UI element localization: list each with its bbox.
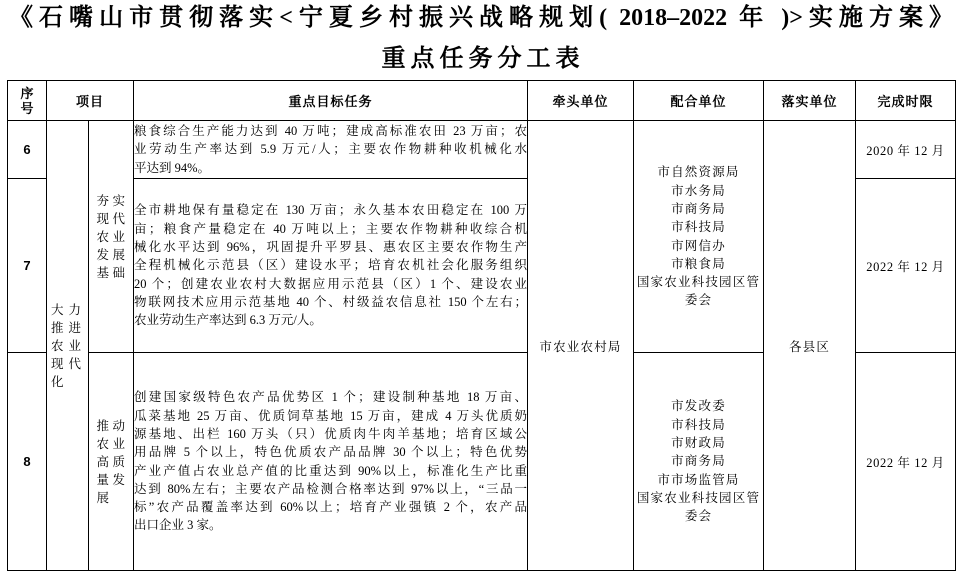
subcategory-label: 推动农业高质量发展 [96,418,129,505]
task-cell [134,179,528,353]
header-index-label: 序号 [20,85,34,116]
cooperating-unit: 市科技局 [671,417,726,432]
task-line: 农业劳动生产率达到 6.3 万元/人。 [134,313,322,328]
task-line: 瓜菜基地 25 万亩、优质饲草基地 15 万亩，建成 4 万头优质奶 [134,408,528,423]
cooperating-unit: 国家农业科技园区管委会 [636,490,761,524]
cooperating-unit: 市水务局 [671,183,726,198]
header-task: 重点目标任务 [134,81,528,121]
cooperating-units-cell [634,121,764,353]
task-line: 全市耕地保有量稳定在 130 万亩；永久基本农田稳定在 100 万 [134,203,528,218]
task-line: 用品牌 5 个以上，特色优质农产品品牌 30 个以上；特色优势 [134,445,528,460]
header-index [8,81,47,121]
task-line: 创建国家级特色农产品优势区 1 个；建设制种基地 18 万亩、 [134,390,528,405]
document-title: 《石嘴山市贯彻落实<宁夏乡村振兴战略规划( 2018–2022 年 )>实施方案》 [9,5,953,31]
deadline-cell: 2020 年 12 月 [856,121,956,179]
cooperating-unit: 市财政局 [671,436,726,451]
cooperating-unit: 市网信办 [671,238,726,253]
row-number: 7 [8,179,47,353]
task-cell [134,121,528,179]
task-line: 产业产值占农业总产值的比重达到 90%以上，标准化生产比重 [134,463,528,478]
task-division-table [7,80,956,571]
cooperating-unit: 市自然资源局 [657,165,740,180]
task-line: 出口企业 3 家。 [134,518,222,533]
cooperating-unit: 市市场监管局 [657,472,740,487]
subcategory-cell [89,121,134,353]
task-line: 物联网技术应用示范基地 40 个、村级益农信息社 150 个左右； [134,294,528,309]
table-title: 重点任务分工表 [381,46,585,72]
implementing-unit-cell: 各县区 [764,121,856,571]
task-line: 平达到 94%。 [134,160,211,175]
task-line: 业劳动生产率达到 5.9 万元/人；主要农作物耕种收机械化水 [134,142,528,157]
row-number: 8 [8,353,47,571]
cooperating-unit: 市商务局 [671,454,726,469]
subcategory-label: 夯实现代农业发展基础 [96,193,129,280]
lead-unit-cell: 市农业农村局 [528,121,634,571]
header-implementing-unit: 落实单位 [764,81,856,121]
cooperating-unit: 市商务局 [671,201,726,216]
category-cell [47,121,89,571]
task-line: 源基地、出栏 160 万头（只）优质肉牛肉羊基地；培育区域公 [134,426,528,441]
row-number: 6 [8,121,47,179]
category-label: 大力推进农业现代化 [51,302,87,389]
header-cooperating-units: 配合单位 [634,81,764,121]
task-line: 达到 80%左右；主要农产品检测合格率达到 97%以上，“三品一 [134,481,528,496]
cooperating-unit: 市科技局 [671,220,726,235]
task-line: 亩；粮食产量稳定在 40 万吨以上；主要农作物耕种收综合机 [134,221,528,236]
task-line: 粮食综合生产能力达到 40 万吨；建成高标准农田 23 万亩；农 [134,124,528,139]
deadline-cell: 2022 年 12 月 [856,353,956,571]
header-row [8,81,956,121]
subcategory-cell [89,353,134,571]
task-cell [134,353,528,571]
deadline-cell: 2022 年 12 月 [856,179,956,353]
cooperating-unit: 市发改委 [671,399,726,414]
cooperating-units-cell [634,353,764,571]
task-line: 标”农产品覆盖率达到 60%以上；培育产业强镇 2 个，农产品 [134,500,528,515]
header-project: 项目 [47,81,134,121]
task-line: 20 个；创建农业农村大数据应用示范县（区）1 个、建设农业 [134,276,528,291]
task-line: 全程机械化示范县（区）建设水平；培育农机社会化服务组织 [134,258,528,273]
header-lead-unit: 牵头单位 [528,81,634,121]
header-deadline: 完成时限 [856,81,956,121]
table-row [8,121,956,179]
cooperating-unit: 市粮食局 [671,256,726,271]
task-line: 械化水平达到 96%，巩固提升平罗县、惠农区主要农作物生产 [134,240,528,255]
cooperating-unit: 国家农业科技园区管委会 [636,275,761,308]
